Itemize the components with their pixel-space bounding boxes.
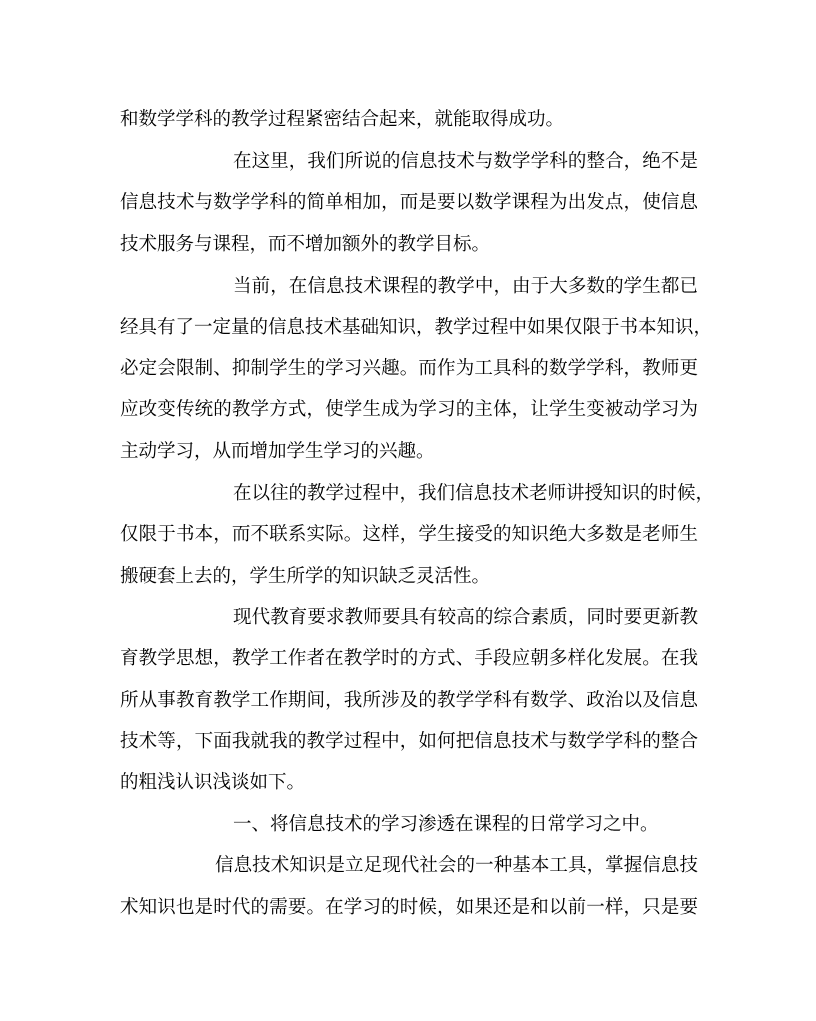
text-line: 信息技术与数学学科的简单相加，而是要以数学课程为出发点，使信息: [120, 192, 698, 213]
text-line: 现代教育要求教师要具有较高的综合素质，同时要更新教: [233, 607, 698, 628]
text-line: 搬硬套上去的，学生所学的知识缺乏灵活性。: [120, 566, 491, 587]
text-line: 技术等，下面我就我的教学过程中，如何把信息技术与数学学科的整合: [120, 731, 698, 752]
text-line: 当前，在信息技术课程的教学中，由于大多数的学生都已: [233, 276, 698, 297]
text-line: 在这里，我们所说的信息技术与数学学科的整合，绝不是: [233, 151, 698, 172]
text-line: 主动学习，从而增加学生学习的兴趣。: [120, 441, 435, 462]
text-line: 和数学学科的教学过程紧密结合起来，就能取得成功。: [120, 109, 565, 130]
text-line: 的粗浅认识浅谈如下。: [120, 772, 306, 793]
text-line: 仅限于书本，而不联系实际。这样，学生接受的知识绝大多数是老师生: [120, 524, 698, 545]
text-line: 在以往的教学过程中，我们信息技术老师讲授知识的时候，: [233, 483, 715, 504]
text-line: 必定会限制、抑制学生的学习兴趣。而作为工具科的数学学科，教师更: [120, 358, 698, 379]
text-line: 所从事教育教学工作期间，我所涉及的教学学科有数学、政治以及信息: [120, 690, 698, 711]
text-line: 经具有了一定量的信息技术基础知识，教学过程中如果仅限于书本知识，: [120, 317, 713, 338]
section-heading: 一、将信息技术的学习渗透在课程的日常学习之中。: [233, 814, 659, 835]
text-line: 育教学思想，教学工作者在教学时的方式、手段应朝多样化发展。在我: [120, 648, 698, 669]
text-line: 信息技术知识是立足现代社会的一种基本工具，掌握信息技: [215, 855, 698, 876]
text-line: 应改变传统的教学方式，使学生成为学习的主体，让学生变被动学习为: [120, 399, 698, 420]
text-line: 技术服务与课程，而不增加额外的教学目标。: [120, 234, 491, 255]
text-line: 术知识也是时代的需要。在学习的时候，如果还是和以前一样，只是要: [120, 897, 698, 918]
